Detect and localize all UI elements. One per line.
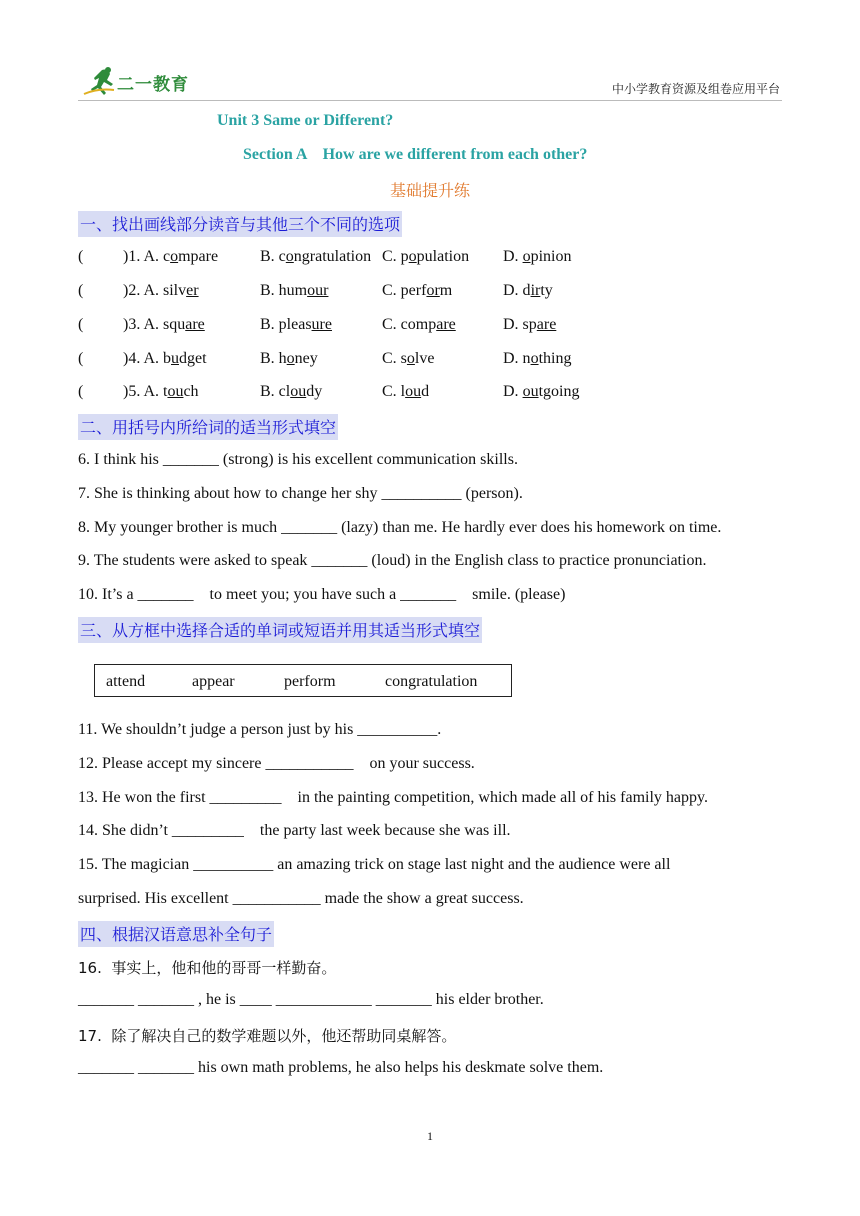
logo-text: 二一教育 <box>117 75 189 95</box>
section-heading-4: 四、根据汉语意思补全句子 <box>78 921 274 947</box>
question-15-line-1: 15. The magician __________ an amazing trick on stage last night and the audience were all <box>78 856 671 873</box>
unit-title: Unit 3 Same or Different? <box>217 112 394 129</box>
platform-label: 中小学教育资源及组卷应用平台 <box>611 82 780 96</box>
option-d: D. dirty <box>503 282 553 299</box>
option-c: C. compare <box>382 316 456 333</box>
underlined-sound: are <box>436 316 456 333</box>
underlined-sound: o <box>286 350 295 367</box>
question-15-line-2: surprised. His excellent ___________ made the show a great success. <box>78 890 524 907</box>
question-16-english: _______ _______ , he is ____ ____________ _______ his elder brother. <box>78 991 544 1008</box>
word-box-item: congratulation <box>385 673 478 690</box>
underlined-sound: ou <box>522 383 539 400</box>
answer-paren: ( <box>78 383 84 400</box>
section-title: Section A How are we different from each other? <box>243 146 588 163</box>
option-a: )2. A. silver <box>123 282 199 299</box>
option-d: D. outgoing <box>503 383 580 400</box>
question-6: 6. I think his _______ (strong) is his excellent communication skills. <box>78 451 518 468</box>
option-c: C. perform <box>382 282 453 299</box>
option-d: D. spare <box>503 316 557 333</box>
practice-title: 基础提升练 <box>389 181 470 200</box>
underlined-sound: o <box>170 248 179 265</box>
option-d: D. opinion <box>503 248 572 265</box>
option-c: C. solve <box>382 350 435 367</box>
underlined-sound: er <box>186 282 199 299</box>
underlined-sound: o <box>530 350 539 367</box>
answer-paren: ( <box>78 350 84 367</box>
answer-paren: ( <box>78 248 84 265</box>
underlined-sound: o <box>285 248 294 265</box>
option-a-word: touch <box>163 383 199 400</box>
option-a-word: silver <box>163 282 199 299</box>
question-14: 14. She didn’t _________ the party last week because she was ill. <box>78 822 511 839</box>
word-box-item: perform <box>284 673 336 690</box>
underlined-sound: ou <box>290 383 307 400</box>
underlined-sound: ou <box>405 383 422 400</box>
underlined-sound: u <box>171 350 179 367</box>
question-13: 13. He won the first _________ in the painting competition, which made all of his family happy. <box>78 789 708 806</box>
option-a: )5. A. touch <box>123 383 199 400</box>
underlined-sound: are <box>185 316 205 333</box>
option-a: )1. A. compare <box>123 248 219 265</box>
underlined-sound: or <box>426 282 440 299</box>
question-11: 11. We shouldn’t judge a person just by his __________. <box>78 721 442 738</box>
question-16-chinese: 16. 事实上，他和他的哥哥一样勤奋。 <box>78 959 337 977</box>
option-b: B. congratulation <box>260 248 372 265</box>
word-box <box>94 664 512 697</box>
word-box-item: appear <box>192 673 235 690</box>
underlined-sound: ou <box>167 383 184 400</box>
question-17-chinese: 17. 除了解决自己的数学难题以外，他还帮助同桌解答。 <box>78 1027 457 1045</box>
option-a-word: budget <box>163 350 207 367</box>
question-9: 9. The students were asked to speak _______ (loud) in the English class to practice pronunciation. <box>78 552 707 569</box>
page-number: 1 <box>427 1129 433 1143</box>
answer-paren: ( <box>78 316 84 333</box>
option-c: C. loud <box>382 383 430 400</box>
question-8: 8. My younger brother is much _______ (lazy) than me. He hardly ever does his homework on time. <box>78 519 722 536</box>
section-heading-3: 三、从方框中选择合适的单词或短语并用其适当形式填空 <box>78 617 482 643</box>
option-b: B. cloudy <box>260 383 323 400</box>
option-b: B. humour <box>260 282 329 299</box>
option-d: D. nothing <box>503 350 572 367</box>
option-a-word: square <box>163 316 205 333</box>
question-17-english: _______ _______ his own math problems, he also helps his deskmate solve them. <box>78 1059 604 1076</box>
option-b: B. honey <box>260 350 318 367</box>
section-heading-2: 二、用括号内所给词的适当形式填空 <box>78 414 338 440</box>
question-7: 7. She is thinking about how to change her shy __________ (person). <box>78 485 523 502</box>
underlined-sound: ure <box>311 316 332 333</box>
option-a: )3. A. square <box>123 316 205 333</box>
section-heading-1: 一、找出画线部分读音与其他三个不同的选项 <box>78 211 402 237</box>
underlined-sound: are <box>536 316 557 333</box>
question-10: 10. It’s a _______ to meet you; you have such a _______ smile. (please) <box>78 586 566 603</box>
underlined-sound: our <box>307 282 329 299</box>
option-a: )4. A. budget <box>123 350 207 367</box>
underlined-sound: o <box>406 350 415 367</box>
answer-paren: ( <box>78 282 84 299</box>
underlined-sound: ir <box>530 282 541 299</box>
underlined-sound: o <box>408 248 417 265</box>
option-c: C. population <box>382 248 470 265</box>
header-divider <box>78 100 782 101</box>
word-box-item: attend <box>106 673 146 690</box>
option-b: B. pleasure <box>260 316 332 333</box>
question-12: 12. Please accept my sincere ___________ on your success. <box>78 755 475 772</box>
underlined-sound: o <box>522 248 531 265</box>
option-a-word: compare <box>163 248 219 265</box>
